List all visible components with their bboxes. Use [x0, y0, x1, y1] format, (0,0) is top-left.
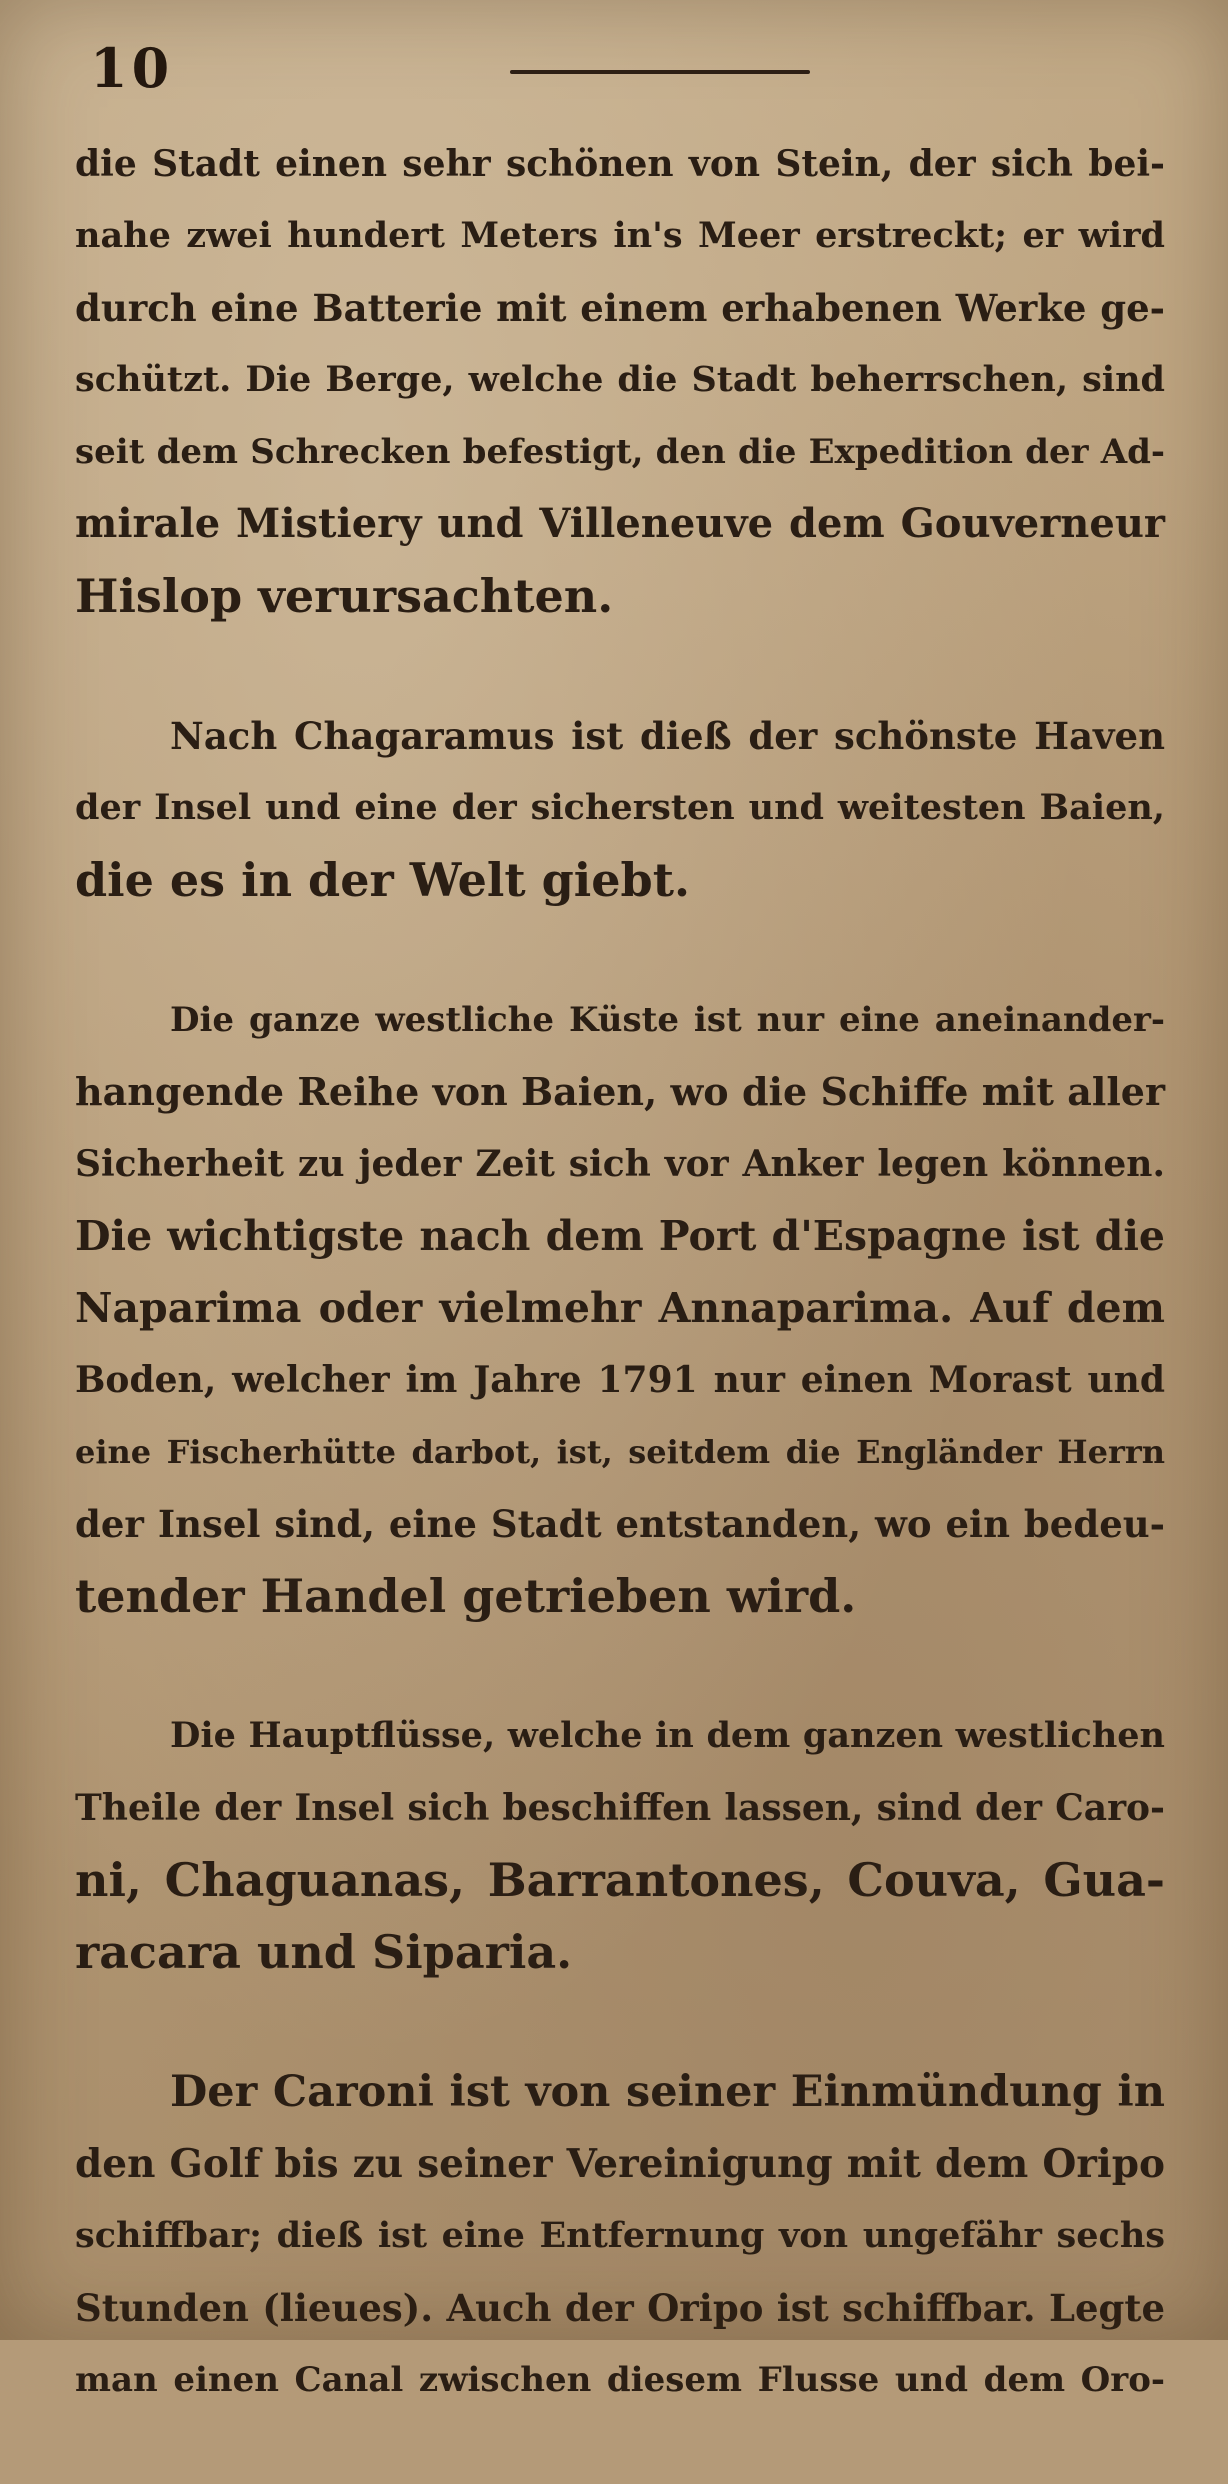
text-line: tender Handel getrieben wird.	[75, 1569, 857, 1623]
text-line: man einen Canal zwischen diesem Flusse und dem Oro-	[75, 2360, 1165, 2400]
text-line: die es in der Welt giebt.	[75, 853, 690, 907]
text-line: die Stadt einen sehr schönen von Stein, der sich bei-	[75, 143, 1165, 185]
text-line: Der Caroni ist von seiner Einmündung in	[170, 2067, 1165, 2117]
text-line: Boden, welcher im Jahre 1791 nur einen Morast und	[75, 1359, 1165, 1401]
text-line: schiffbar; dieß ist eine Entfernung von ungefähr sechs	[75, 2215, 1165, 2256]
text-line: der Insel und eine der sichersten und weitesten Baien,	[75, 787, 1165, 828]
paragraph	[75, 1700, 1165, 1988]
text-line: Sicherheit zu jeder Zeit sich vor Anker legen können.	[75, 1143, 1165, 1185]
text-line: Stunden (lieues). Auch der Oripo ist schiffbar. Legte	[75, 2286, 1165, 2330]
text-body	[75, 128, 1165, 2484]
page-header	[90, 36, 1168, 100]
header-rule	[510, 70, 810, 74]
text-line: Die ganze westliche Küste ist nur eine aneinander-	[170, 1000, 1165, 1040]
text-line: hangende Reihe von Baien, wo die Schiffe mit aller	[75, 1069, 1165, 1114]
text-line: ni, Chaguanas, Barrantones, Couva, Gua-	[75, 1853, 1165, 1907]
text-line: durch eine Batterie mit einem erhabenen Werke ge-	[75, 286, 1165, 330]
text-line: Naparima oder vielmehr Annaparima. Auf dem	[75, 1284, 1165, 1332]
text-line: schützt. Die Berge, welche die Stadt beherrschen, sind	[75, 359, 1165, 400]
text-line: Die wichtigste nach dem Port d'Espagne ist die	[75, 1212, 1165, 1260]
text-line: mirale Mistiery und Villeneuve dem Gouverneur	[75, 500, 1165, 547]
text-line: racara und Siparia.	[75, 1925, 573, 1979]
paragraph	[75, 984, 1165, 1632]
paragraph	[75, 2056, 1165, 2416]
text-line: nahe zwei hundert Meters in's Meer erstreckt; er wird	[75, 215, 1165, 256]
text-line: eine Fischerhütte darbot, ist, seitdem die Engländer Herrn	[75, 1433, 1165, 1471]
text-line: Hislop verursachten.	[75, 569, 614, 623]
paragraph	[75, 700, 1165, 916]
page-number: 10	[90, 36, 174, 100]
paragraph	[75, 128, 1165, 632]
text-line: seit dem Schrecken befestigt, den die Expedition der Ad-	[75, 432, 1165, 472]
text-line: der Insel sind, eine Stadt entstanden, wo ein bedeu-	[75, 1502, 1165, 1546]
text-line: Nach Chagaramus ist dieß der schönste Haven	[170, 714, 1165, 758]
text-line: den Golf bis zu seiner Vereinigung mit dem Oripo	[75, 2141, 1165, 2187]
text-line: Theile der Insel sich beschiffen lassen, sind der Caro-	[75, 1787, 1165, 1829]
text-line: Die Hauptflüsse, welche in dem ganzen westlichen	[170, 1715, 1165, 1756]
